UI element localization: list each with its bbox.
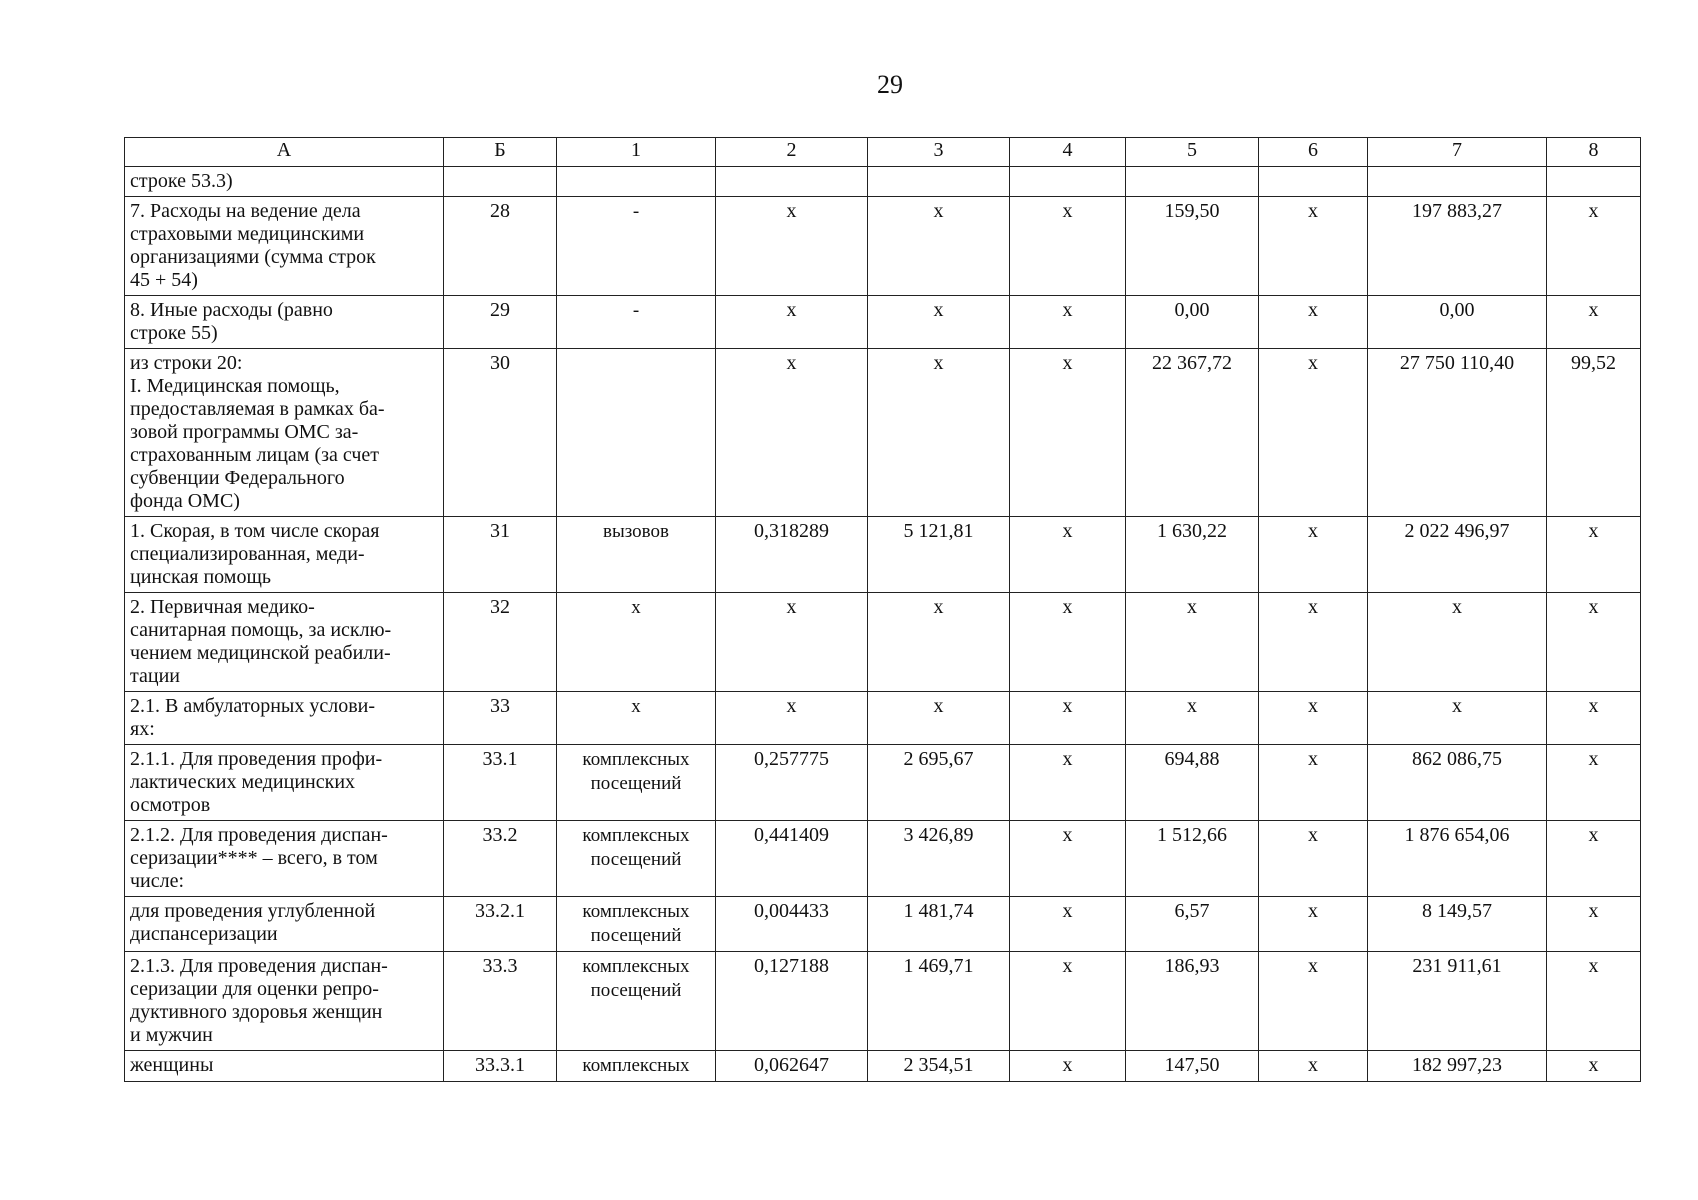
row-col-8 — [1547, 167, 1641, 197]
row-code: 30 — [444, 349, 557, 517]
row-unit: вызовов — [557, 517, 716, 593]
row-unit — [557, 349, 716, 517]
header-cell-1: 1 — [557, 138, 716, 167]
header-cell-a: А — [125, 138, 444, 167]
row-col-7: 197 883,27 — [1368, 197, 1547, 296]
row-col-5 — [1126, 167, 1259, 197]
row-unit: - — [557, 296, 716, 349]
row-code: 33 — [444, 692, 557, 745]
row-col-6: х — [1259, 692, 1368, 745]
row-col-4: х — [1010, 821, 1126, 897]
row-col-2: 0,127188 — [716, 952, 868, 1051]
row-col-4: х — [1010, 593, 1126, 692]
row-col-5: 0,00 — [1126, 296, 1259, 349]
table-header — [125, 138, 1641, 167]
header-cell-6: 6 — [1259, 138, 1368, 167]
row-col-5: 22 367,72 — [1126, 349, 1259, 517]
table-body — [125, 167, 1641, 1082]
row-col-6: х — [1259, 821, 1368, 897]
row-col-3: 3 426,89 — [868, 821, 1010, 897]
row-col-2: 0,257775 — [716, 745, 868, 821]
row-col-6: х — [1259, 897, 1368, 952]
row-unit: комплексных — [557, 1051, 716, 1082]
row-col-3: 1 469,71 — [868, 952, 1010, 1051]
row-col-5: х — [1126, 692, 1259, 745]
row-col-3 — [868, 167, 1010, 197]
row-col-5: 186,93 — [1126, 952, 1259, 1051]
row-col-7: х — [1368, 593, 1547, 692]
row-col-4: х — [1010, 692, 1126, 745]
row-col-4: х — [1010, 349, 1126, 517]
row-col-3: 2 695,67 — [868, 745, 1010, 821]
row-col-2: х — [716, 593, 868, 692]
row-code — [444, 167, 557, 197]
row-col-6 — [1259, 167, 1368, 197]
row-col-5: 694,88 — [1126, 745, 1259, 821]
row-col-2: х — [716, 692, 868, 745]
row-col-3: х — [868, 197, 1010, 296]
row-col-7: 2 022 496,97 — [1368, 517, 1547, 593]
page-number: 29 — [877, 70, 903, 99]
row-col-4: х — [1010, 897, 1126, 952]
row-label: строке 53.3) — [125, 167, 444, 197]
table-row — [125, 821, 1641, 897]
row-col-2: 0,004433 — [716, 897, 868, 952]
table-row — [125, 897, 1641, 952]
row-col-8: х — [1547, 745, 1641, 821]
row-col-5: 147,50 — [1126, 1051, 1259, 1082]
row-col-3: 5 121,81 — [868, 517, 1010, 593]
table-row — [125, 1051, 1641, 1082]
row-col-8: 99,52 — [1547, 349, 1641, 517]
row-col-8: х — [1547, 197, 1641, 296]
row-col-2: х — [716, 296, 868, 349]
header-row — [125, 138, 1641, 167]
row-col-8: х — [1547, 692, 1641, 745]
row-label: 8. Иные расходы (равно строке 55) — [125, 296, 444, 349]
row-col-6: х — [1259, 296, 1368, 349]
row-unit: х — [557, 692, 716, 745]
table-row — [125, 349, 1641, 517]
row-col-7: х — [1368, 692, 1547, 745]
row-col-6: х — [1259, 1051, 1368, 1082]
row-col-2: х — [716, 349, 868, 517]
header-cell-4: 4 — [1010, 138, 1126, 167]
row-label: 2.1.1. Для проведения профи- лактических медицинских осмотров — [125, 745, 444, 821]
row-col-3: х — [868, 692, 1010, 745]
table-row — [125, 745, 1641, 821]
row-col-4: х — [1010, 1051, 1126, 1082]
row-col-5: 1 512,66 — [1126, 821, 1259, 897]
data-table — [124, 137, 1641, 1082]
row-col-4: х — [1010, 517, 1126, 593]
row-col-7: 8 149,57 — [1368, 897, 1547, 952]
table-row — [125, 296, 1641, 349]
row-col-4: х — [1010, 296, 1126, 349]
row-col-8: х — [1547, 821, 1641, 897]
row-col-2: 0,441409 — [716, 821, 868, 897]
row-label: 2.1. В амбулаторных услови- ях: — [125, 692, 444, 745]
row-unit: - — [557, 197, 716, 296]
row-col-7: 231 911,61 — [1368, 952, 1547, 1051]
row-col-6: х — [1259, 197, 1368, 296]
row-col-7: 27 750 110,40 — [1368, 349, 1547, 517]
row-unit: комплексных посещений — [557, 821, 716, 897]
row-col-4: х — [1010, 197, 1126, 296]
row-col-4: х — [1010, 745, 1126, 821]
table-row — [125, 197, 1641, 296]
row-col-7: 182 997,23 — [1368, 1051, 1547, 1082]
row-code: 33.3 — [444, 952, 557, 1051]
row-col-5: 159,50 — [1126, 197, 1259, 296]
row-code: 31 — [444, 517, 557, 593]
table-row — [125, 167, 1641, 197]
row-col-4 — [1010, 167, 1126, 197]
row-col-2: х — [716, 197, 868, 296]
header-cell-5: 5 — [1126, 138, 1259, 167]
row-code: 33.2 — [444, 821, 557, 897]
row-unit: комплексных посещений — [557, 745, 716, 821]
row-col-4: х — [1010, 952, 1126, 1051]
row-col-2: 0,062647 — [716, 1051, 868, 1082]
row-col-6: х — [1259, 517, 1368, 593]
row-col-3: 1 481,74 — [868, 897, 1010, 952]
row-col-8: х — [1547, 897, 1641, 952]
row-col-8: х — [1547, 593, 1641, 692]
row-col-8: х — [1547, 952, 1641, 1051]
header-cell-3: 3 — [868, 138, 1010, 167]
row-label: для проведения углубленной диспансеризации — [125, 897, 444, 952]
row-col-6: х — [1259, 952, 1368, 1051]
row-code: 32 — [444, 593, 557, 692]
row-label: 2.1.2. Для проведения диспан- серизации**** – всего, в том числе: — [125, 821, 444, 897]
row-label: 2.1.3. Для проведения диспан- серизации для оценки репро- дуктивного здоровья женщин и мужчин — [125, 952, 444, 1051]
table-row — [125, 517, 1641, 593]
row-code: 33.1 — [444, 745, 557, 821]
row-col-7: 1 876 654,06 — [1368, 821, 1547, 897]
row-col-3: х — [868, 593, 1010, 692]
row-col-3: х — [868, 296, 1010, 349]
row-label: 7. Расходы на ведение дела страховыми медицинскими организациями (сумма строк 45 + 54) — [125, 197, 444, 296]
row-col-8: х — [1547, 517, 1641, 593]
row-col-5: 1 630,22 — [1126, 517, 1259, 593]
row-col-7: 0,00 — [1368, 296, 1547, 349]
row-code: 33.2.1 — [444, 897, 557, 952]
header-cell-b: Б — [444, 138, 557, 167]
header-cell-8: 8 — [1547, 138, 1641, 167]
row-unit: х — [557, 593, 716, 692]
row-unit: комплексных посещений — [557, 897, 716, 952]
row-label: 1. Скорая, в том числе скорая специализированная, меди- цинская помощь — [125, 517, 444, 593]
row-unit: комплексных посещений — [557, 952, 716, 1051]
row-col-8: х — [1547, 296, 1641, 349]
row-code: 33.3.1 — [444, 1051, 557, 1082]
row-col-7: 862 086,75 — [1368, 745, 1547, 821]
header-cell-7: 7 — [1368, 138, 1547, 167]
row-label: из строки 20: I. Медицинская помощь, предоставляемая в рамках ба- зовой программы ОМС за- страхованным лицам (за счет субвенции Федерального фонда ОМС) — [125, 349, 444, 517]
row-label: 2. Первичная медико- санитарная помощь, за исклю- чением медицинской реабили- тации — [125, 593, 444, 692]
row-col-3: х — [868, 349, 1010, 517]
table-row — [125, 593, 1641, 692]
row-unit — [557, 167, 716, 197]
row-label: женщины — [125, 1051, 444, 1082]
row-col-8: х — [1547, 1051, 1641, 1082]
row-col-2: 0,318289 — [716, 517, 868, 593]
row-col-6: х — [1259, 745, 1368, 821]
table-row — [125, 952, 1641, 1051]
row-col-2 — [716, 167, 868, 197]
row-code: 29 — [444, 296, 557, 349]
row-col-6: х — [1259, 349, 1368, 517]
row-col-3: 2 354,51 — [868, 1051, 1010, 1082]
row-col-5: 6,57 — [1126, 897, 1259, 952]
row-col-5: х — [1126, 593, 1259, 692]
header-cell-2: 2 — [716, 138, 868, 167]
row-code: 28 — [444, 197, 557, 296]
row-col-6: х — [1259, 593, 1368, 692]
row-col-7 — [1368, 167, 1547, 197]
table-row — [125, 692, 1641, 745]
